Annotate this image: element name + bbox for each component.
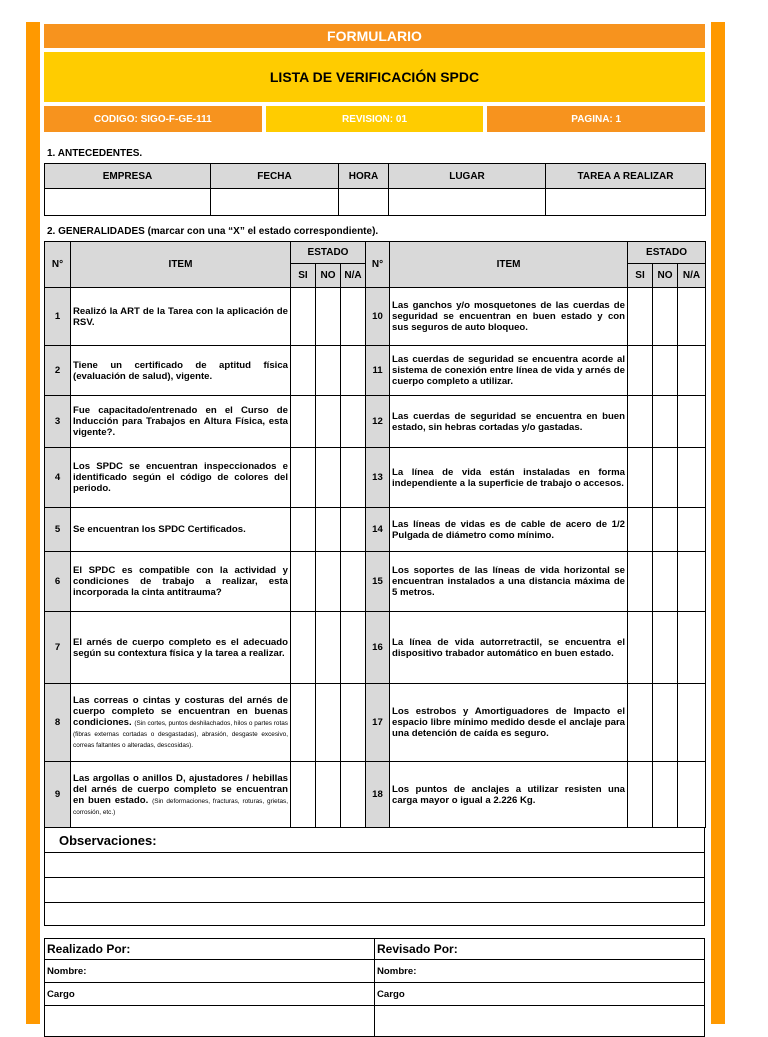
item-number: 17 <box>366 684 390 762</box>
na-checkbox[interactable] <box>341 346 366 396</box>
observation-line[interactable] <box>45 853 704 878</box>
checklist-row <box>45 762 706 828</box>
item-number: 10 <box>366 288 390 346</box>
col-na: N/A <box>341 264 366 288</box>
item-number: 14 <box>366 508 390 552</box>
item-number: 6 <box>45 552 71 612</box>
item-number: 8 <box>45 684 71 762</box>
item-number: 18 <box>366 762 390 828</box>
realizado-cargo[interactable]: Cargo <box>45 983 374 1006</box>
checklist-row <box>45 552 706 612</box>
revisado-nombre[interactable]: Nombre: <box>375 960 704 983</box>
no-checkbox[interactable] <box>653 552 678 612</box>
no-checkbox[interactable] <box>316 508 341 552</box>
si-checkbox[interactable] <box>291 684 316 762</box>
col-no: NO <box>316 264 341 288</box>
col-hora: HORA <box>339 164 389 189</box>
no-checkbox[interactable] <box>653 448 678 508</box>
observation-line[interactable] <box>45 878 704 903</box>
empresa-field[interactable] <box>45 189 211 216</box>
col-empresa: EMPRESA <box>45 164 211 189</box>
item-text: Los puntos de anclajes a utilizar resisten una carga mayor o igual a 2.226 Kg. <box>390 762 628 828</box>
no-checkbox[interactable] <box>316 396 341 448</box>
col-num-right: N° <box>366 242 390 288</box>
item-text <box>71 288 291 346</box>
observations-box <box>44 828 705 926</box>
na-checkbox[interactable] <box>341 448 366 508</box>
si-checkbox[interactable] <box>628 508 653 552</box>
item-number: 4 <box>45 448 71 508</box>
na-checkbox[interactable] <box>678 684 706 762</box>
item-text-main: El SPDC es compatible con la actividad y condiciones de trabajo a realizar, esta incorporada la cinta antitrauma? <box>73 565 288 598</box>
form-page <box>44 24 705 1037</box>
page-cell: PAGINA: 1 <box>487 106 705 132</box>
item-number: 12 <box>366 396 390 448</box>
realizado-nombre[interactable]: Nombre: <box>45 960 374 983</box>
na-checkbox[interactable] <box>341 288 366 346</box>
col-item-right: ITEM <box>390 242 628 288</box>
form-title: FORMULARIO <box>44 24 705 48</box>
no-checkbox[interactable] <box>316 762 341 828</box>
no-checkbox[interactable] <box>653 762 678 828</box>
item-text: Los estrobos y Amortiguadores de Impacto el espacio libre mínimo medido desde el anclaje para una detención de caída es seguro. <box>390 684 628 762</box>
observation-line[interactable] <box>45 903 704 925</box>
si-checkbox[interactable] <box>291 346 316 396</box>
item-text <box>71 762 291 828</box>
item-text <box>71 508 291 552</box>
revisado-signature-field[interactable] <box>375 1006 704 1036</box>
revisado-cargo[interactable]: Cargo <box>375 983 704 1006</box>
item-text <box>71 552 291 612</box>
si-checkbox[interactable] <box>628 288 653 346</box>
item-number: 13 <box>366 448 390 508</box>
si-checkbox[interactable] <box>628 552 653 612</box>
realizado-title: Realizado Por: <box>45 939 374 960</box>
col-si: SI <box>291 264 316 288</box>
si-checkbox[interactable] <box>291 448 316 508</box>
item-text: Las cuerdas de seguridad se encuentra en buen estado, sin hebras cortadas y/o gastadas. <box>390 396 628 448</box>
item-number: 3 <box>45 396 71 448</box>
col-estado-left: ESTADO <box>291 242 366 264</box>
item-text: La línea de vida están instaladas en forma independiente a la superficie de trabajo o accesos. <box>390 448 628 508</box>
form-subtitle: LISTA DE VERIFICACIÓN SPDC <box>44 52 705 102</box>
no-checkbox[interactable] <box>316 684 341 762</box>
na-checkbox[interactable] <box>341 612 366 684</box>
item-number: 15 <box>366 552 390 612</box>
na-checkbox[interactable] <box>341 684 366 762</box>
checklist-row <box>45 684 706 762</box>
si-checkbox[interactable] <box>291 288 316 346</box>
na-checkbox[interactable] <box>341 396 366 448</box>
item-text: Las líneas de vidas es de cable de acero de 1/2 Pulgada de diámetro como mínimo. <box>390 508 628 552</box>
antecedentes-title: 1. ANTECEDENTES. <box>47 148 143 159</box>
item-text-main: Los SPDC se encuentran inspeccionados e identificado según el código de colores del periodo. <box>73 461 288 494</box>
observations-title: Observaciones: <box>45 828 704 853</box>
col-lugar: LUGAR <box>389 164 546 189</box>
no-checkbox[interactable] <box>653 612 678 684</box>
no-checkbox[interactable] <box>653 288 678 346</box>
item-text: Las ganchos y/o mosquetones de las cuerdas de seguridad se encuentran en buen estado y con sus seguros de auto bloqueo. <box>390 288 628 346</box>
right-orange-border <box>711 22 725 1024</box>
realizado-column <box>45 939 374 1036</box>
no-checkbox[interactable] <box>653 396 678 448</box>
na-checkbox[interactable] <box>341 508 366 552</box>
si-checkbox[interactable] <box>628 612 653 684</box>
checklist-row <box>45 396 706 448</box>
col-na: N/A <box>678 264 706 288</box>
no-checkbox[interactable] <box>316 346 341 396</box>
item-text-main: Las correas o cintas y costuras del arnés de cuerpo completo se encuentran en buenas condiciones. <box>73 695 288 728</box>
item-number: 2 <box>45 346 71 396</box>
item-number: 9 <box>45 762 71 828</box>
revisado-column <box>374 939 704 1036</box>
hora-field[interactable] <box>339 189 389 216</box>
col-no: NO <box>653 264 678 288</box>
lugar-field[interactable] <box>389 189 546 216</box>
item-text-main: Fue capacitado/entrenado en el Curso de Inducción para Trabajos en Altura Física, esta vigente?. <box>73 405 288 438</box>
fecha-field[interactable] <box>211 189 339 216</box>
no-checkbox[interactable] <box>653 346 678 396</box>
na-checkbox[interactable] <box>341 552 366 612</box>
checklist-row <box>45 448 706 508</box>
checklist-row <box>45 612 706 684</box>
item-text: La línea de vida autorretractil, se encuentra el dispositivo trabador automático en buen estado. <box>390 612 628 684</box>
si-checkbox[interactable] <box>628 684 653 762</box>
checklist-row <box>45 508 706 552</box>
col-estado-right: ESTADO <box>628 242 706 264</box>
item-text <box>71 346 291 396</box>
col-fecha: FECHA <box>211 164 339 189</box>
item-text <box>71 396 291 448</box>
col-item-left: ITEM <box>71 242 291 288</box>
na-checkbox[interactable] <box>678 612 706 684</box>
na-checkbox[interactable] <box>678 762 706 828</box>
si-checkbox[interactable] <box>291 552 316 612</box>
item-text: Las cuerdas de seguridad se encuentra acorde al sistema de conexión entre línea de vida y arnés de cuerpo completo a utilizar. <box>390 346 628 396</box>
col-num-left: N° <box>45 242 71 288</box>
item-text-main: El arnés de cuerpo completo es el adecuado según su contextura física y la tarea a realizar. <box>73 636 288 659</box>
item-text-note: (Sin deformaciones, fracturas, roturas, grietas, corrosión, etc.) <box>73 797 288 816</box>
item-text: Los soportes de las líneas de vida horizontal se encuentran instalados a una distancia máxima de 5 metros. <box>390 552 628 612</box>
si-checkbox[interactable] <box>628 448 653 508</box>
generalidades-title: 2. GENERALIDADES (marcar con una “X” el estado correspondiente). <box>47 226 379 237</box>
si-checkbox[interactable] <box>291 612 316 684</box>
item-text-main: Las argollas o anillos D, ajustadores / hebillas del arnés de cuerpo completo se encuentran en buen estado. <box>73 772 288 806</box>
no-checkbox[interactable] <box>316 612 341 684</box>
si-checkbox[interactable] <box>291 396 316 448</box>
checklist-row <box>45 346 706 396</box>
item-text-main: Realizó la ART de la Tarea con la aplicación de RSV. <box>73 305 288 328</box>
left-orange-border <box>26 22 40 1024</box>
item-number: 1 <box>45 288 71 346</box>
na-checkbox[interactable] <box>341 762 366 828</box>
revision-cell: REVISION: 01 <box>266 106 484 132</box>
item-text-main: Tiene un certificado de aptitud física (evaluación de salud), vigente. <box>73 359 288 382</box>
item-text-note: (Sin cortes, puntos deshilachados, hilos o partes rotas (fibras externas cortadas o desgastadas), abrasión, desgaste excesivo, correas faltantes o alteradas, descosidas). <box>73 720 288 749</box>
si-checkbox[interactable] <box>291 508 316 552</box>
no-checkbox[interactable] <box>316 288 341 346</box>
item-text-main: Se encuentran los SPDC Certificados. <box>73 524 246 535</box>
na-checkbox[interactable] <box>678 448 706 508</box>
code-cell: CODIGO: SIGO-F-GE-111 <box>44 106 262 132</box>
item-text <box>71 448 291 508</box>
na-checkbox[interactable] <box>678 288 706 346</box>
signature-block <box>44 938 705 1037</box>
na-checkbox[interactable] <box>678 508 706 552</box>
realizado-signature-field[interactable] <box>45 1006 374 1036</box>
item-text <box>71 684 291 762</box>
no-checkbox[interactable] <box>316 552 341 612</box>
no-checkbox[interactable] <box>653 684 678 762</box>
si-checkbox[interactable] <box>628 762 653 828</box>
col-si: SI <box>628 264 653 288</box>
item-number: 7 <box>45 612 71 684</box>
no-checkbox[interactable] <box>653 508 678 552</box>
item-text <box>71 612 291 684</box>
meta-row <box>44 106 705 132</box>
col-tarea: TAREA A REALIZAR <box>546 164 706 189</box>
na-checkbox[interactable] <box>678 346 706 396</box>
checklist-table <box>44 241 706 828</box>
si-checkbox[interactable] <box>628 396 653 448</box>
item-number: 16 <box>366 612 390 684</box>
si-checkbox[interactable] <box>628 346 653 396</box>
no-checkbox[interactable] <box>316 448 341 508</box>
si-checkbox[interactable] <box>291 762 316 828</box>
tarea-field[interactable] <box>546 189 706 216</box>
na-checkbox[interactable] <box>678 396 706 448</box>
revisado-title: Revisado Por: <box>375 939 704 960</box>
na-checkbox[interactable] <box>678 552 706 612</box>
checklist-row <box>45 288 706 346</box>
antecedentes-table <box>44 163 706 216</box>
item-number: 11 <box>366 346 390 396</box>
item-number: 5 <box>45 508 71 552</box>
